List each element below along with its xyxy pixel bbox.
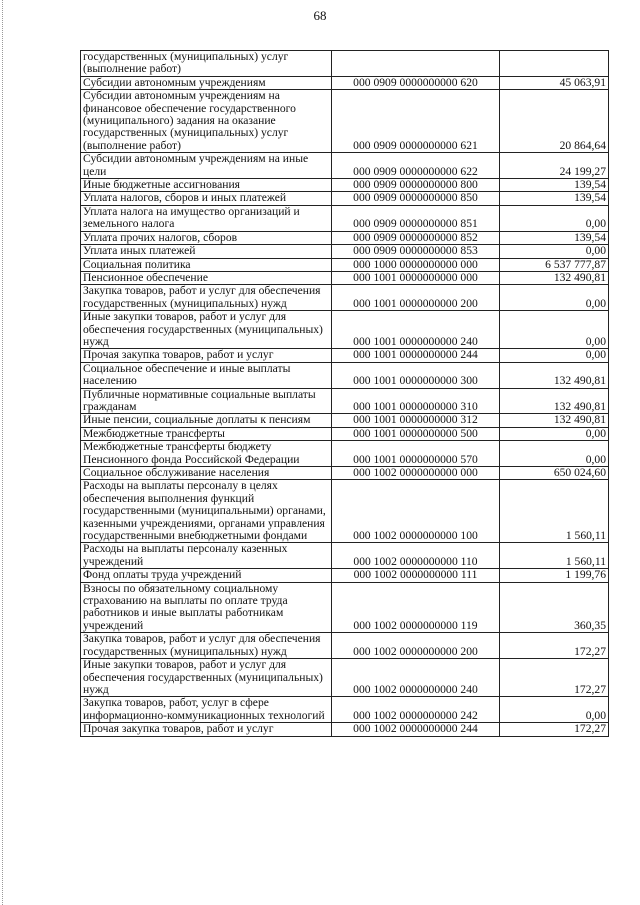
item-name-cell: Межбюджетные трансферты бюджету Пенсионного фонда Российской Федерации [81, 441, 332, 467]
table-row [81, 205, 609, 231]
item-name-cell: Взносы по обязательному социальному страхованию на выплаты по оплате труда работников и иные выплаты работникам учреждений [81, 582, 332, 633]
budget-code-cell: 000 0909 0000000000 620 [332, 76, 500, 89]
amount-cell: 139,54 [500, 179, 609, 192]
table-row [81, 192, 609, 205]
item-name-cell: Иные бюджетные ассигнования [81, 179, 332, 192]
table-row [81, 285, 609, 311]
budget-code-cell [332, 51, 500, 77]
amount-cell: 6 537 777,87 [500, 258, 609, 271]
amount-cell: 0,00 [500, 697, 609, 723]
item-name-cell: Закупка товаров, работ, услуг в сфере информационно-коммуникационных технологий [81, 697, 332, 723]
item-name-cell: Прочая закупка товаров, работ и услуг [81, 723, 332, 736]
table-row [81, 388, 609, 414]
item-name-cell: Субсидии автономным учреждениям на финансовое обеспечение государственного (муниципального) задания на оказание государственных (муниципальных) услуг (выполнение работ) [81, 90, 332, 153]
budget-code-cell: 000 0909 0000000000 852 [332, 231, 500, 244]
table-row [81, 90, 609, 153]
budget-code-cell: 000 0909 0000000000 851 [332, 205, 500, 231]
budget-code-cell: 000 0909 0000000000 621 [332, 90, 500, 153]
amount-cell: 132 490,81 [500, 271, 609, 284]
item-name-cell: Уплата прочих налогов, сборов [81, 231, 332, 244]
amount-cell: 650 024,60 [500, 467, 609, 480]
table-row [81, 697, 609, 723]
item-name-cell: Публичные нормативные социальные выплаты гражданам [81, 388, 332, 414]
amount-cell: 0,00 [500, 441, 609, 467]
amount-cell: 24 199,27 [500, 153, 609, 179]
item-name-cell: Расходы на выплаты персоналу казенных учреждений [81, 543, 332, 569]
budget-code-cell: 000 1001 0000000000 300 [332, 362, 500, 388]
table-row [81, 414, 609, 427]
item-name-cell: Социальное обеспечение и иные выплаты населению [81, 362, 332, 388]
budget-code-cell: 000 1002 0000000000 100 [332, 480, 500, 543]
amount-cell: 20 864,64 [500, 90, 609, 153]
item-name-cell: Уплата налогов, сборов и иных платежей [81, 192, 332, 205]
amount-cell: 139,54 [500, 192, 609, 205]
table-row [81, 543, 609, 569]
item-name-cell: Иные пенсии, социальные доплаты к пенсиям [81, 414, 332, 427]
table-row [81, 633, 609, 659]
amount-cell: 132 490,81 [500, 388, 609, 414]
table-row [81, 258, 609, 271]
table-row [81, 659, 609, 697]
budget-code-cell: 000 1001 0000000000 000 [332, 271, 500, 284]
item-name-cell: Иные закупки товаров, работ и услуг для обеспечения государственных (муниципальных) нужд [81, 659, 332, 697]
amount-cell: 0,00 [500, 311, 609, 349]
table-row [81, 245, 609, 258]
table-row [81, 362, 609, 388]
budget-code-cell: 000 1001 0000000000 312 [332, 414, 500, 427]
item-name-cell: Закупка товаров, работ и услуг для обеспечения государственных (муниципальных) нужд [81, 285, 332, 311]
amount-cell: 360,35 [500, 582, 609, 633]
page-number: 68 [313, 8, 327, 23]
amount-cell [500, 51, 609, 77]
amount-cell: 1 560,11 [500, 480, 609, 543]
budget-code-cell: 000 0909 0000000000 853 [332, 245, 500, 258]
amount-cell: 132 490,81 [500, 362, 609, 388]
amount-cell: 132 490,81 [500, 414, 609, 427]
table-row [81, 427, 609, 440]
amount-cell: 172,27 [500, 659, 609, 697]
budget-code-cell: 000 1002 0000000000 244 [332, 723, 500, 736]
budget-code-cell: 000 1001 0000000000 570 [332, 441, 500, 467]
item-name-cell: Социальная политика [81, 258, 332, 271]
budget-code-cell: 000 1002 0000000000 000 [332, 467, 500, 480]
amount-cell: 0,00 [500, 349, 609, 362]
budget-code-cell: 000 0909 0000000000 800 [332, 179, 500, 192]
budget-code-cell: 000 1001 0000000000 200 [332, 285, 500, 311]
item-name-cell: Субсидии автономным учреждениям на иные цели [81, 153, 332, 179]
amount-cell: 45 063,91 [500, 76, 609, 89]
table-row [81, 349, 609, 362]
table-row [81, 179, 609, 192]
budget-code-cell: 000 1002 0000000000 240 [332, 659, 500, 697]
item-name-cell: Прочая закупка товаров, работ и услуг [81, 349, 332, 362]
item-name-cell: Уплата налога на имущество организаций и земельного налога [81, 205, 332, 231]
amount-cell: 0,00 [500, 285, 609, 311]
table-row [81, 271, 609, 284]
budget-code-cell: 000 1001 0000000000 500 [332, 427, 500, 440]
amount-cell: 0,00 [500, 427, 609, 440]
table-row [81, 311, 609, 349]
table-row [81, 231, 609, 244]
item-name-cell: государственных (муниципальных) услуг (выполнение работ) [81, 51, 332, 77]
budget-code-cell: 000 1002 0000000000 119 [332, 582, 500, 633]
amount-cell: 0,00 [500, 245, 609, 258]
page-left-edge [2, 0, 4, 905]
table-row [81, 569, 609, 582]
table-row [81, 480, 609, 543]
amount-cell: 0,00 [500, 205, 609, 231]
table-row [81, 582, 609, 633]
item-name-cell: Пенсионное обеспечение [81, 271, 332, 284]
table-row [81, 153, 609, 179]
budget-code-cell: 000 0909 0000000000 622 [332, 153, 500, 179]
budget-code-cell: 000 1002 0000000000 200 [332, 633, 500, 659]
table-row [81, 51, 609, 77]
item-name-cell: Иные закупки товаров, работ и услуг для обеспечения государственных (муниципальных) нужд [81, 311, 332, 349]
budget-code-cell: 000 1002 0000000000 111 [332, 569, 500, 582]
budget-code-cell: 000 1000 0000000000 000 [332, 258, 500, 271]
amount-cell: 172,27 [500, 633, 609, 659]
amount-cell: 1 560,11 [500, 543, 609, 569]
budget-code-cell: 000 1001 0000000000 240 [332, 311, 500, 349]
budget-table-body [81, 51, 609, 737]
table-row [81, 467, 609, 480]
item-name-cell: Уплата иных платежей [81, 245, 332, 258]
budget-code-cell: 000 1001 0000000000 244 [332, 349, 500, 362]
item-name-cell: Межбюджетные трансферты [81, 427, 332, 440]
table-row [81, 723, 609, 736]
table-row [81, 76, 609, 89]
amount-cell: 1 199,76 [500, 569, 609, 582]
item-name-cell: Расходы на выплаты персоналу в целях обеспечения выполнения функций государственными (муниципальными) органами, казенными учреждениями, органами управления государственными внебюджетными фондами [81, 480, 332, 543]
item-name-cell: Социальное обслуживание населения [81, 467, 332, 480]
budget-code-cell: 000 1001 0000000000 310 [332, 388, 500, 414]
item-name-cell: Закупка товаров, работ и услуг для обеспечения государственных (муниципальных) нужд [81, 633, 332, 659]
item-name-cell: Субсидии автономным учреждениям [81, 76, 332, 89]
amount-cell: 172,27 [500, 723, 609, 736]
amount-cell: 139,54 [500, 231, 609, 244]
item-name-cell: Фонд оплаты труда учреждений [81, 569, 332, 582]
budget-code-cell: 000 1002 0000000000 242 [332, 697, 500, 723]
budget-code-cell: 000 0909 0000000000 850 [332, 192, 500, 205]
budget-table [80, 50, 609, 737]
budget-code-cell: 000 1002 0000000000 110 [332, 543, 500, 569]
table-row [81, 441, 609, 467]
